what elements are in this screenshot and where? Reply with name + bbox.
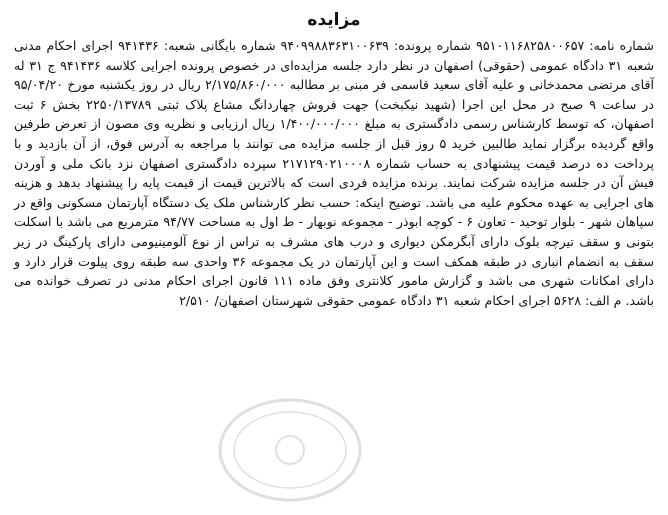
notice-body (14, 36, 654, 310)
notice-title: مزایده (307, 10, 361, 30)
official-stamp-icon (215, 395, 365, 505)
notice-paragraph: شماره نامه: ۹۵۱۰۱۱۶۸۲۵۸۰۰۶۵۷ شماره پرونده: ۹۴۰۹۹۸۸۳۶۳۱۰۰۶۳۹ شماره بایگانی شعبه: ۹۴۱۴۳۶ اجرای احکام مدنی شعبه ۳۱ دادگاه عمومی (حقوقی) اصفهان در نظر دارد جلسه مزایده‌ای در خصوص پرونده اجرایی کلاسه ۹۴۱۴۳۶ ج ۳۱ له آقای مرتضی محمدخانی و علیه آقای سعید قاسمی فر مبنی بر مطالبه ۲/۱۷۵/۸۶۰/۰۰۰ ریال در روز یکشنبه مورخ ۹۵/۰۴/۲۰ در ساعت ۹ صبح در محل این اجرا (شهید نیکبخت) جهت فروش چهاردانگ مشاع پلاک ثبتی ۲۲۵۰/۱۳۷۸۹ بخش ۶ ثبت اصفهان، که توسط کارشناس رسمی دادگستری به مبلغ ۱/۴۰۰/۰۰۰/۰۰۰ ریال ارزیابی و نظریه وی مصون از تعرض طرفین واقع گردیده برگزار نماید طالبین خرید ۵ روز قبل از جلسه مزایده می توانند با مراجعه به آدرس فوق، از آن بازدید و با پرداخت ده درصد قیمت پیشنهادی به حساب شماره ۲۱۷۱۲۹۰۲۱۰۰۰۸ سپرده دادگستری اصفهان نزد بانک ملی و آوردن فیش آن در جلسه مزایده شرکت نمایند. برنده مزایده فردی است که بالاترین قیمت از قیمت پایه را پیشنهاد بدهد و هزینه های اجرایی به عهده محکوم علیه می باشد. توضیح اینکه: حسب نظر کارشناس ملک یک دستگاه آپارتمان مسکونی واقع در سپاهان شهر - بلوار توحید - تعاون ۶ - کوچه ابوذر - مجموعه نوبهار - ط اول به مساحت ۹۴/۷۷ مترمربع می باشد با اسکلت بتونی و سقف تیرچه بلوک دارای آبگرمکن دیواری و درب های مشرف به تراس از نوع آلومینیومی دارای پارکینگ در زیر سقف به انضمام انباری در طبقه همکف است و این آپارتمان در یک مجموعه ۳۶ واحدی سه طبقه روی پیلوت قرار دارد و دارای امکانات شهری می باشد و گزارش مامور کلانتری وفق ماده ۱۱۱ قانون اجرای احکام مدنی در تصرف خوانده می باشد. م الف: ۵۶۲۸ اجرای احکام شعبه ۳۱ دادگاه عمومی حقوقی شهرستان اصفهان/ ۲/۵۱۰ (14, 38, 655, 308)
